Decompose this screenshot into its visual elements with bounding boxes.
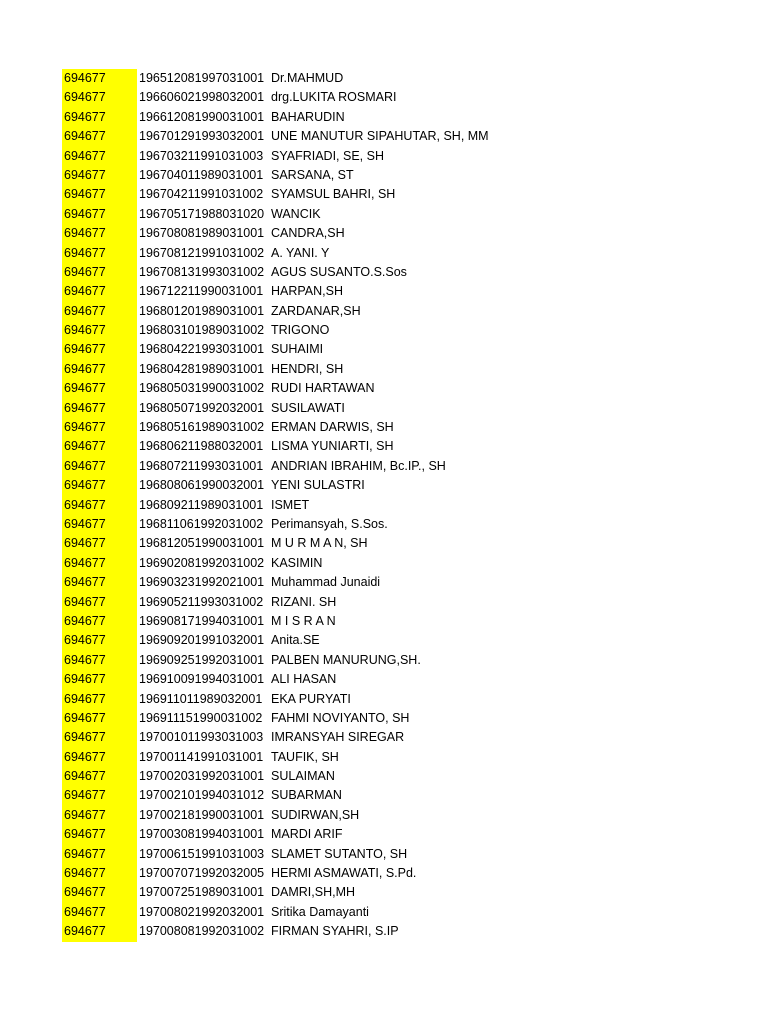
name-cell: SUBARMAN — [271, 788, 342, 803]
table-row — [62, 379, 489, 398]
nip-cell: 196704211991031002 — [139, 187, 264, 202]
name-cell: KASIMIN — [271, 555, 323, 570]
name-cell: ZARDANAR,SH — [271, 303, 361, 318]
unit-code-cell: 694677 — [62, 709, 137, 728]
table-row — [62, 651, 489, 670]
name-cell: ISMET — [271, 497, 310, 512]
table-row — [62, 631, 489, 650]
nip-cell: 196805071992032001 — [139, 400, 265, 415]
name-cell: SUDIRWAN,SH — [271, 807, 360, 822]
table-row — [62, 282, 489, 301]
unit-code-cell: 694677 — [62, 379, 137, 398]
unit-code-cell: 694677 — [62, 282, 137, 301]
nip-cell: 196612081990031001 — [139, 109, 265, 124]
unit-code-cell: 694677 — [62, 593, 137, 612]
nip-cell: 196902081992031002 — [139, 555, 265, 570]
name-cell: LISMA YUNIARTI, SH — [271, 439, 394, 454]
unit-code-cell: 694677 — [62, 748, 137, 767]
name-cell: Perimansyah, S.Sos. — [271, 516, 388, 531]
nip-cell: 196705171988031020 — [139, 206, 265, 221]
unit-code-cell: 694677 — [62, 244, 137, 263]
name-cell: M U R M A N, SH — [271, 536, 368, 551]
nip-cell: 197002031992031001 — [139, 769, 265, 784]
table-row — [62, 786, 489, 805]
nip-cell: 196909201991032001 — [139, 633, 265, 648]
unit-code-cell: 694677 — [62, 127, 137, 146]
nip-cell: 196812051990031001 — [139, 536, 265, 551]
nip-cell: 196903231992021001 — [139, 575, 265, 590]
unit-code-cell: 694677 — [62, 631, 137, 650]
nip-cell: 196805031990031002 — [139, 381, 265, 396]
name-cell: MARDI ARIF — [271, 827, 343, 842]
name-cell: Sritika Damayanti — [271, 904, 369, 919]
unit-code-cell: 694677 — [62, 224, 137, 243]
name-cell: HERMI ASMAWATI, S.Pd. — [271, 866, 417, 881]
nip-cell: 196909251992031001 — [139, 652, 265, 667]
table-row — [62, 437, 489, 456]
unit-code-cell: 694677 — [62, 534, 137, 553]
nip-cell: 196708121991031002 — [139, 245, 265, 260]
unit-code-cell: 694677 — [62, 903, 137, 922]
employee-table — [62, 69, 489, 942]
name-cell: AGUS SUSANTO.S.Sos — [271, 264, 407, 279]
unit-code-cell: 694677 — [62, 399, 137, 418]
unit-code-cell: 694677 — [62, 166, 137, 185]
name-cell: M I S R A N — [271, 613, 336, 628]
name-cell: Anita.SE — [271, 633, 320, 648]
name-cell: SULAIMAN — [271, 769, 335, 784]
table-row — [62, 903, 489, 922]
nip-cell: 197007251989031001 — [139, 885, 265, 900]
table-row — [62, 670, 489, 689]
name-cell: TAUFIK, SH — [271, 749, 339, 764]
nip-cell: 196606021998032001 — [139, 90, 265, 105]
unit-code-cell: 694677 — [62, 670, 137, 689]
name-cell: SYAMSUL BAHRI, SH — [271, 187, 396, 202]
table-row — [62, 806, 489, 825]
table-row — [62, 534, 489, 553]
name-cell: BAHARUDIN — [271, 109, 345, 124]
nip-cell: 196701291993032001 — [139, 129, 265, 144]
nip-cell: 196801201989031001 — [139, 303, 265, 318]
name-cell: SYAFRIADI, SE, SH — [271, 148, 384, 163]
table-row — [62, 185, 489, 204]
nip-cell: 196911151990031002 — [139, 710, 263, 725]
nip-cell: 196804281989031001 — [139, 361, 265, 376]
name-cell: drg.LUKITA ROSMARI — [271, 90, 397, 105]
table-row — [62, 864, 489, 883]
nip-cell: 197001011993031003 — [139, 730, 264, 745]
table-row — [62, 690, 489, 709]
table-row — [62, 205, 489, 224]
table-row — [62, 515, 489, 534]
unit-code-cell: 694677 — [62, 496, 137, 515]
nip-cell: 196803101989031002 — [139, 323, 265, 338]
nip-cell: 196712211990031001 — [139, 284, 264, 299]
table-row — [62, 340, 489, 359]
nip-cell: 197002101994031012 — [139, 788, 265, 803]
table-row — [62, 166, 489, 185]
name-cell: TRIGONO — [271, 323, 330, 338]
unit-code-cell: 694677 — [62, 728, 137, 747]
unit-code-cell: 694677 — [62, 825, 137, 844]
unit-code-cell: 694677 — [62, 651, 137, 670]
table-row — [62, 263, 489, 282]
unit-code-cell: 694677 — [62, 883, 137, 902]
nip-cell: 197006151991031003 — [139, 846, 265, 861]
nip-cell: 196807211993031001 — [139, 458, 264, 473]
table-row — [62, 709, 489, 728]
table-row — [62, 476, 489, 495]
name-cell: FIRMAN SYAHRI, S.IP — [271, 924, 399, 939]
table-row — [62, 108, 489, 127]
table-row — [62, 147, 489, 166]
nip-cell: 196806211988032001 — [139, 439, 264, 454]
table-row — [62, 127, 489, 146]
name-cell: SUHAIMI — [271, 342, 324, 357]
nip-cell: 196811061992031002 — [139, 516, 264, 531]
table-row — [62, 612, 489, 631]
name-cell: UNE MANUTUR SIPAHUTAR, SH, MM — [271, 129, 489, 144]
nip-cell: 196708131993031002 — [139, 264, 265, 279]
unit-code-cell: 694677 — [62, 263, 137, 282]
table-row — [62, 573, 489, 592]
name-cell: SLAMET SUTANTO, SH — [271, 846, 408, 861]
unit-code-cell: 694677 — [62, 786, 137, 805]
name-cell: Muhammad Junaidi — [271, 575, 381, 590]
nip-cell: 196704011989031001 — [139, 167, 264, 182]
table-row — [62, 360, 489, 379]
name-cell: RIZANI. SH — [271, 594, 337, 609]
unit-code-cell: 694677 — [62, 864, 137, 883]
nip-cell: 196910091994031001 — [139, 672, 265, 687]
table-row — [62, 593, 489, 612]
nip-cell: 196808061990032001 — [139, 478, 265, 493]
name-cell: HENDRI, SH — [271, 361, 344, 376]
nip-cell: 197008081992031002 — [139, 924, 265, 939]
name-cell: ALI HASAN — [271, 672, 337, 687]
nip-cell: 197002181990031001 — [139, 807, 265, 822]
table-row — [62, 728, 489, 747]
unit-code-cell: 694677 — [62, 205, 137, 224]
name-cell: ANDRIAN IBRAHIM, Bc.IP., SH — [271, 458, 446, 473]
name-cell: SUSILAWATI — [271, 400, 345, 415]
table-row — [62, 418, 489, 437]
table-row — [62, 69, 489, 88]
table-row — [62, 748, 489, 767]
table-row — [62, 321, 489, 340]
table-row — [62, 845, 489, 864]
unit-code-cell: 694677 — [62, 437, 137, 456]
unit-code-cell: 694677 — [62, 418, 137, 437]
name-cell: HARPAN,SH — [271, 284, 344, 299]
table-row — [62, 554, 489, 573]
unit-code-cell: 694677 — [62, 573, 137, 592]
table-row — [62, 767, 489, 786]
name-cell: EKA PURYATI — [271, 691, 351, 706]
nip-cell: 196804221993031001 — [139, 342, 265, 357]
name-cell: YENI SULASTRI — [271, 478, 365, 493]
table-row — [62, 302, 489, 321]
unit-code-cell: 694677 — [62, 922, 137, 941]
name-cell: FAHMI NOVIYANTO, SH — [271, 710, 410, 725]
table-row — [62, 224, 489, 243]
table-row — [62, 883, 489, 902]
unit-code-cell: 694677 — [62, 612, 137, 631]
table-row — [62, 496, 489, 515]
nip-cell: 196703211991031003 — [139, 148, 264, 163]
name-cell: PALBEN MANURUNG,SH. — [271, 652, 421, 667]
name-cell: RUDI HARTAWAN — [271, 381, 375, 396]
unit-code-cell: 694677 — [62, 321, 137, 340]
unit-code-cell: 694677 — [62, 108, 137, 127]
unit-code-cell: 694677 — [62, 69, 137, 88]
nip-cell: 197008021992032001 — [139, 904, 265, 919]
table-row — [62, 399, 489, 418]
table-row — [62, 457, 489, 476]
nip-cell: 196805161989031002 — [139, 420, 265, 435]
table-row — [62, 88, 489, 107]
nip-cell: 197001141991031001 — [139, 749, 264, 764]
nip-cell: 197003081994031001 — [139, 827, 265, 842]
unit-code-cell: 694677 — [62, 554, 137, 573]
unit-code-cell: 694677 — [62, 457, 137, 476]
name-cell: CANDRA,SH — [271, 226, 345, 241]
name-cell: WANCIK — [271, 206, 321, 221]
name-cell: ERMAN DARWIS, SH — [271, 420, 394, 435]
unit-code-cell: 694677 — [62, 360, 137, 379]
unit-code-cell: 694677 — [62, 185, 137, 204]
unit-code-cell: 694677 — [62, 767, 137, 786]
unit-code-cell: 694677 — [62, 302, 137, 321]
name-cell: IMRANSYAH SIREGAR — [271, 730, 405, 745]
unit-code-cell: 694677 — [62, 476, 137, 495]
name-cell: SARSANA, ST — [271, 167, 354, 182]
nip-cell: 196905211993031002 — [139, 594, 264, 609]
name-cell: A. YANI. Y — [271, 245, 330, 260]
nip-cell: 196512081997031001 — [139, 71, 265, 85]
unit-code-cell: 694677 — [62, 340, 137, 359]
unit-code-cell: 694677 — [62, 147, 137, 166]
table-row — [62, 244, 489, 263]
unit-code-cell: 694677 — [62, 88, 137, 107]
nip-cell: 196911011989032001 — [139, 691, 263, 706]
nip-cell: 196908171994031001 — [139, 613, 265, 628]
nip-cell: 197007071992032005 — [139, 866, 265, 881]
name-cell: Dr.MAHMUD — [271, 71, 344, 85]
table-row — [62, 922, 489, 941]
table-row — [62, 825, 489, 844]
name-cell: DAMRI,SH,MH — [271, 885, 356, 900]
nip-cell: 196809211989031001 — [139, 497, 264, 512]
unit-code-cell: 694677 — [62, 845, 137, 864]
unit-code-cell: 694677 — [62, 515, 137, 534]
nip-cell: 196708081989031001 — [139, 226, 265, 241]
unit-code-cell: 694677 — [62, 806, 137, 825]
unit-code-cell: 694677 — [62, 690, 137, 709]
